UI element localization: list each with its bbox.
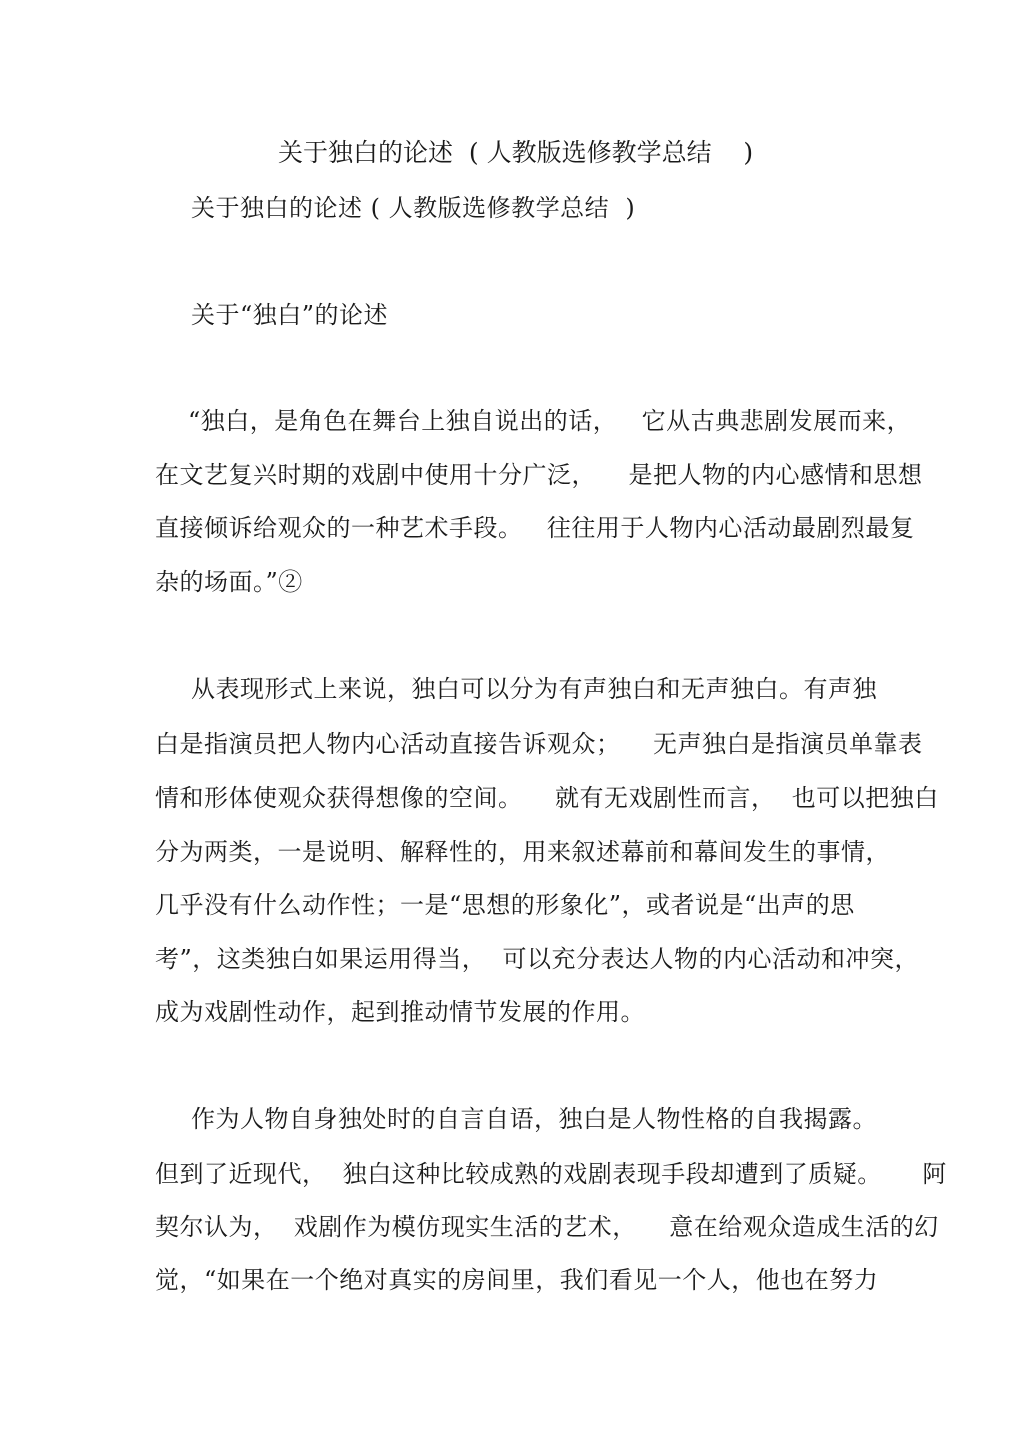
paragraph-line: 契尔认为， 戏剧作为模仿现实生活的艺术， 意在给观众造成生活的幻 [155, 1213, 939, 1241]
paragraph-line: 考”，这类独白如果运用得当， 可以充分表达人物的内心活动和冲突， [155, 945, 920, 973]
paragraph-line: 几乎没有什么动作性；一是“思想的形象化”，或者说是“出声的思 [155, 891, 855, 919]
paragraph-line: 但到了近现代， 独白这种比较成熟的戏剧表现手段却遭到了质疑。 阿 [155, 1160, 947, 1188]
paragraph-line: 杂的场面。”② [155, 568, 303, 596]
paragraph-line: 成为戏剧性动作，起到推动情节发展的作用。 [155, 998, 645, 1026]
document-subtitle: 关于独白的论述 ( 人教版选修教学总结 ) [191, 194, 636, 222]
paragraph-line: 作为人物自身独处时的自言自语，独白是人物性格的自我揭露。 [191, 1105, 877, 1133]
paragraph-line: 直接倾诉给观众的一种艺术手段。 往往用于人物内心活动最剧烈最复 [155, 514, 915, 542]
paragraph-line: 白是指演员把人物内心活动直接告诉观众； 无声独白是指演员单靠表 [155, 730, 923, 758]
paragraph-line: 从表现形式上来说，独白可以分为有声独白和无声独白。有声独 [191, 675, 877, 703]
paragraph-line: “独白，是角色在舞台上独自说出的话， 它从古典悲剧发展而来， [188, 407, 912, 435]
paragraph-line: 在文艺复兴时期的戏剧中使用十分广泛， 是把人物的内心感情和思想 [155, 461, 923, 489]
paragraph-line: 分为两类，一是说明、解释性的，用来叙述幕前和幕间发生的事情， [155, 838, 890, 866]
section-heading: 关于“独白”的论述 [191, 301, 389, 329]
paragraph-line: 觉，“如果在一个绝对真实的房间里，我们看见一个人，他也在努力 [155, 1266, 879, 1294]
paragraph-line: 情和形体使观众获得想像的空间。 就有无戏剧性而言， 也可以把独白 [155, 784, 939, 812]
document-title: 关于独白的论述 ( 人教版选修教学总结 ) [278, 138, 754, 167]
